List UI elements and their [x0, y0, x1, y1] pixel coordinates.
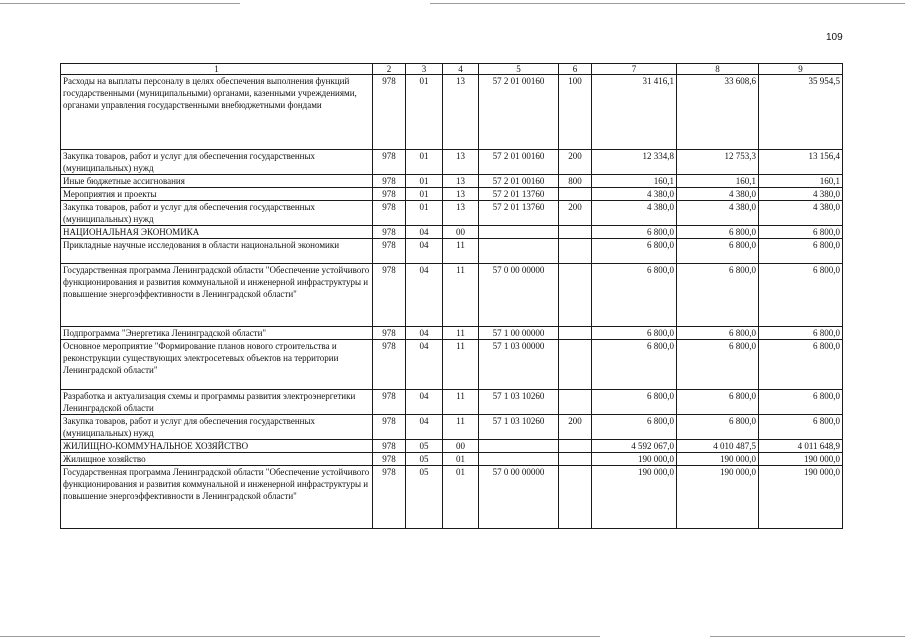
amount-year1-cell: 6 800,0 [592, 264, 677, 327]
code-expense-type-cell: 200 [559, 150, 592, 175]
code-target-cell: 57 2 01 13760 [479, 188, 559, 201]
scan-rule-gap [240, 0, 430, 6]
code-expense-type-cell: 200 [559, 415, 592, 440]
code-admin-cell: 978 [373, 75, 406, 150]
code-admin-cell: 978 [373, 390, 406, 415]
table-row [61, 150, 843, 175]
code-admin-cell: 978 [373, 239, 406, 264]
code-expense-type-cell: 200 [559, 201, 592, 226]
column-header: 3 [406, 64, 443, 75]
amount-year2-cell: 6 800,0 [677, 327, 759, 340]
amount-year2-cell: 12 753,3 [677, 150, 759, 175]
code-section-cell: 04 [406, 327, 443, 340]
table-row [61, 264, 843, 327]
amount-year1-cell: 190 000,0 [592, 466, 677, 529]
code-section-cell: 05 [406, 466, 443, 529]
column-header: 1 [61, 64, 373, 75]
code-target-cell: 57 2 01 00160 [479, 75, 559, 150]
code-section-cell: 01 [406, 175, 443, 188]
code-admin-cell: 978 [373, 327, 406, 340]
table-row [61, 327, 843, 340]
scan-bottom-rule [0, 636, 905, 637]
code-subsection-cell: 11 [443, 415, 479, 440]
row-name-cell: ЖИЛИЩНО-КОММУНАЛЬНОЕ ХОЗЯЙСТВО [61, 440, 373, 453]
code-admin-cell: 978 [373, 264, 406, 327]
code-expense-type-cell [559, 264, 592, 327]
code-target-cell [479, 453, 559, 466]
table-row [61, 340, 843, 390]
amount-year2-cell: 6 800,0 [677, 264, 759, 327]
code-subsection-cell: 13 [443, 188, 479, 201]
amount-year3-cell: 6 800,0 [759, 340, 843, 390]
amount-year3-cell: 6 800,0 [759, 239, 843, 264]
code-subsection-cell: 11 [443, 390, 479, 415]
amount-year2-cell: 190 000,0 [677, 466, 759, 529]
column-header: 6 [559, 64, 592, 75]
scan-rule-gap [600, 633, 710, 639]
amount-year3-cell: 13 156,4 [759, 150, 843, 175]
table-row [61, 226, 843, 239]
amount-year2-cell: 4 010 487,5 [677, 440, 759, 453]
row-name-cell: Иные бюджетные ассигнования [61, 175, 373, 188]
code-subsection-cell: 11 [443, 239, 479, 264]
amount-year2-cell: 6 800,0 [677, 239, 759, 264]
code-target-cell [479, 440, 559, 453]
amount-year2-cell: 160,1 [677, 175, 759, 188]
scan-top-rule [0, 3, 905, 4]
code-admin-cell: 978 [373, 340, 406, 390]
amount-year1-cell: 6 800,0 [592, 327, 677, 340]
row-name-cell: Основное мероприятие "Формирование планов нового строительства и реконструкции существующих электросетевых объектов на территории Ленинградской области" [61, 340, 373, 390]
amount-year2-cell: 190 000,0 [677, 453, 759, 466]
code-section-cell: 01 [406, 75, 443, 150]
column-header: 8 [677, 64, 759, 75]
table-row [61, 201, 843, 226]
column-header: 5 [479, 64, 559, 75]
code-target-cell: 57 1 03 10260 [479, 415, 559, 440]
amount-year1-cell: 6 800,0 [592, 390, 677, 415]
code-section-cell: 04 [406, 239, 443, 264]
row-name-cell: Разработка и актуализация схемы и программы развития электроэнергетики Ленинградской области [61, 390, 373, 415]
budget-table [60, 63, 843, 529]
row-name-cell: Государственная программа Ленинградской области "Обеспечение устойчивого функционирования и развития коммунальной и инженерной инфраструктуры и повышение энергоэффективности в Ленинградской области" [61, 466, 373, 529]
code-target-cell: 57 1 00 00000 [479, 327, 559, 340]
table-row [61, 440, 843, 453]
amount-year2-cell: 6 800,0 [677, 340, 759, 390]
code-expense-type-cell [559, 390, 592, 415]
code-section-cell: 05 [406, 440, 443, 453]
code-admin-cell: 978 [373, 226, 406, 239]
amount-year2-cell: 4 380,0 [677, 201, 759, 226]
row-name-cell: Расходы на выплаты персоналу в целях обеспечения выполнения функций государственными (муниципальными) органами, казенными учреждениями, органами управления государственными внебюджетными фондами [61, 75, 373, 150]
code-subsection-cell: 01 [443, 466, 479, 529]
code-subsection-cell: 11 [443, 340, 479, 390]
code-section-cell: 01 [406, 150, 443, 175]
amount-year3-cell: 6 800,0 [759, 327, 843, 340]
amount-year1-cell: 190 000,0 [592, 453, 677, 466]
code-subsection-cell: 00 [443, 440, 479, 453]
code-section-cell: 01 [406, 188, 443, 201]
code-subsection-cell: 13 [443, 175, 479, 188]
column-header: 4 [443, 64, 479, 75]
code-section-cell: 04 [406, 264, 443, 327]
amount-year3-cell: 6 800,0 [759, 415, 843, 440]
code-expense-type-cell: 100 [559, 75, 592, 150]
row-name-cell: Мероприятия и проекты [61, 188, 373, 201]
code-admin-cell: 978 [373, 415, 406, 440]
amount-year2-cell: 33 608,6 [677, 75, 759, 150]
code-expense-type-cell: 800 [559, 175, 592, 188]
table-row [61, 188, 843, 201]
amount-year2-cell: 6 800,0 [677, 415, 759, 440]
code-subsection-cell: 11 [443, 327, 479, 340]
code-subsection-cell: 13 [443, 150, 479, 175]
amount-year3-cell: 6 800,0 [759, 264, 843, 327]
amount-year2-cell: 6 800,0 [677, 226, 759, 239]
amount-year3-cell: 160,1 [759, 175, 843, 188]
code-target-cell [479, 226, 559, 239]
row-name-cell: Прикладные научные исследования в области национальной экономики [61, 239, 373, 264]
code-target-cell: 57 2 01 00160 [479, 150, 559, 175]
code-expense-type-cell [559, 466, 592, 529]
table-row [61, 453, 843, 466]
code-admin-cell: 978 [373, 453, 406, 466]
code-target-cell: 57 2 01 00160 [479, 175, 559, 188]
amount-year3-cell: 4 380,0 [759, 188, 843, 201]
code-section-cell: 04 [406, 415, 443, 440]
amount-year3-cell: 190 000,0 [759, 453, 843, 466]
amount-year3-cell: 6 800,0 [759, 390, 843, 415]
code-target-cell: 57 2 01 13760 [479, 201, 559, 226]
amount-year2-cell: 6 800,0 [677, 390, 759, 415]
amount-year1-cell: 6 800,0 [592, 239, 677, 264]
amount-year1-cell: 4 592 067,0 [592, 440, 677, 453]
code-expense-type-cell [559, 340, 592, 390]
code-admin-cell: 978 [373, 188, 406, 201]
row-name-cell: Подпрограмма "Энергетика Ленинградской области" [61, 327, 373, 340]
table-row [61, 239, 843, 264]
code-target-cell: 57 1 03 00000 [479, 340, 559, 390]
code-target-cell: 57 1 03 10260 [479, 390, 559, 415]
code-target-cell [479, 239, 559, 264]
amount-year1-cell: 160,1 [592, 175, 677, 188]
code-section-cell: 04 [406, 340, 443, 390]
row-name-cell: НАЦИОНАЛЬНАЯ ЭКОНОМИКА [61, 226, 373, 239]
page-number: 109 [826, 32, 843, 43]
amount-year1-cell: 31 416,1 [592, 75, 677, 150]
code-admin-cell: 978 [373, 440, 406, 453]
code-section-cell: 04 [406, 390, 443, 415]
amount-year2-cell: 4 380,0 [677, 188, 759, 201]
code-expense-type-cell [559, 239, 592, 264]
code-expense-type-cell [559, 327, 592, 340]
code-expense-type-cell [559, 188, 592, 201]
code-section-cell: 05 [406, 453, 443, 466]
row-name-cell: Государственная программа Ленинградской области "Обеспечение устойчивого функционирования и развития коммунальной и инженерной инфраструктуры и повышение энергоэффективности в Ленинградской области" [61, 264, 373, 327]
code-admin-cell: 978 [373, 150, 406, 175]
code-subsection-cell: 00 [443, 226, 479, 239]
amount-year1-cell: 6 800,0 [592, 226, 677, 239]
code-admin-cell: 978 [373, 466, 406, 529]
amount-year3-cell: 4 380,0 [759, 201, 843, 226]
table-row [61, 75, 843, 150]
amount-year1-cell: 6 800,0 [592, 340, 677, 390]
code-section-cell: 04 [406, 226, 443, 239]
amount-year3-cell: 4 011 648,9 [759, 440, 843, 453]
code-expense-type-cell [559, 226, 592, 239]
code-subsection-cell: 01 [443, 453, 479, 466]
code-subsection-cell: 13 [443, 201, 479, 226]
column-header: 7 [592, 64, 677, 75]
code-target-cell: 57 0 00 00000 [479, 264, 559, 327]
table-row [61, 415, 843, 440]
code-section-cell: 01 [406, 201, 443, 226]
code-target-cell: 57 0 00 00000 [479, 466, 559, 529]
code-subsection-cell: 13 [443, 75, 479, 150]
table-row [61, 175, 843, 188]
column-header: 2 [373, 64, 406, 75]
amount-year3-cell: 190 000,0 [759, 466, 843, 529]
code-expense-type-cell [559, 440, 592, 453]
row-name-cell: Закупка товаров, работ и услуг для обеспечения государственных (муниципальных) нужд [61, 150, 373, 175]
row-name-cell: Закупка товаров, работ и услуг для обеспечения государственных (муниципальных) нужд [61, 201, 373, 226]
amount-year1-cell: 4 380,0 [592, 201, 677, 226]
amount-year3-cell: 35 954,5 [759, 75, 843, 150]
row-name-cell: Жилищное хозяйство [61, 453, 373, 466]
row-name-cell: Закупка товаров, работ и услуг для обеспечения государственных (муниципальных) нужд [61, 415, 373, 440]
amount-year1-cell: 4 380,0 [592, 188, 677, 201]
table-row [61, 466, 843, 529]
code-admin-cell: 978 [373, 201, 406, 226]
column-header: 9 [759, 64, 843, 75]
table-header-row [61, 64, 843, 75]
amount-year1-cell: 6 800,0 [592, 415, 677, 440]
code-subsection-cell: 11 [443, 264, 479, 327]
amount-year3-cell: 6 800,0 [759, 226, 843, 239]
amount-year1-cell: 12 334,8 [592, 150, 677, 175]
code-expense-type-cell [559, 453, 592, 466]
code-admin-cell: 978 [373, 175, 406, 188]
table-row [61, 390, 843, 415]
